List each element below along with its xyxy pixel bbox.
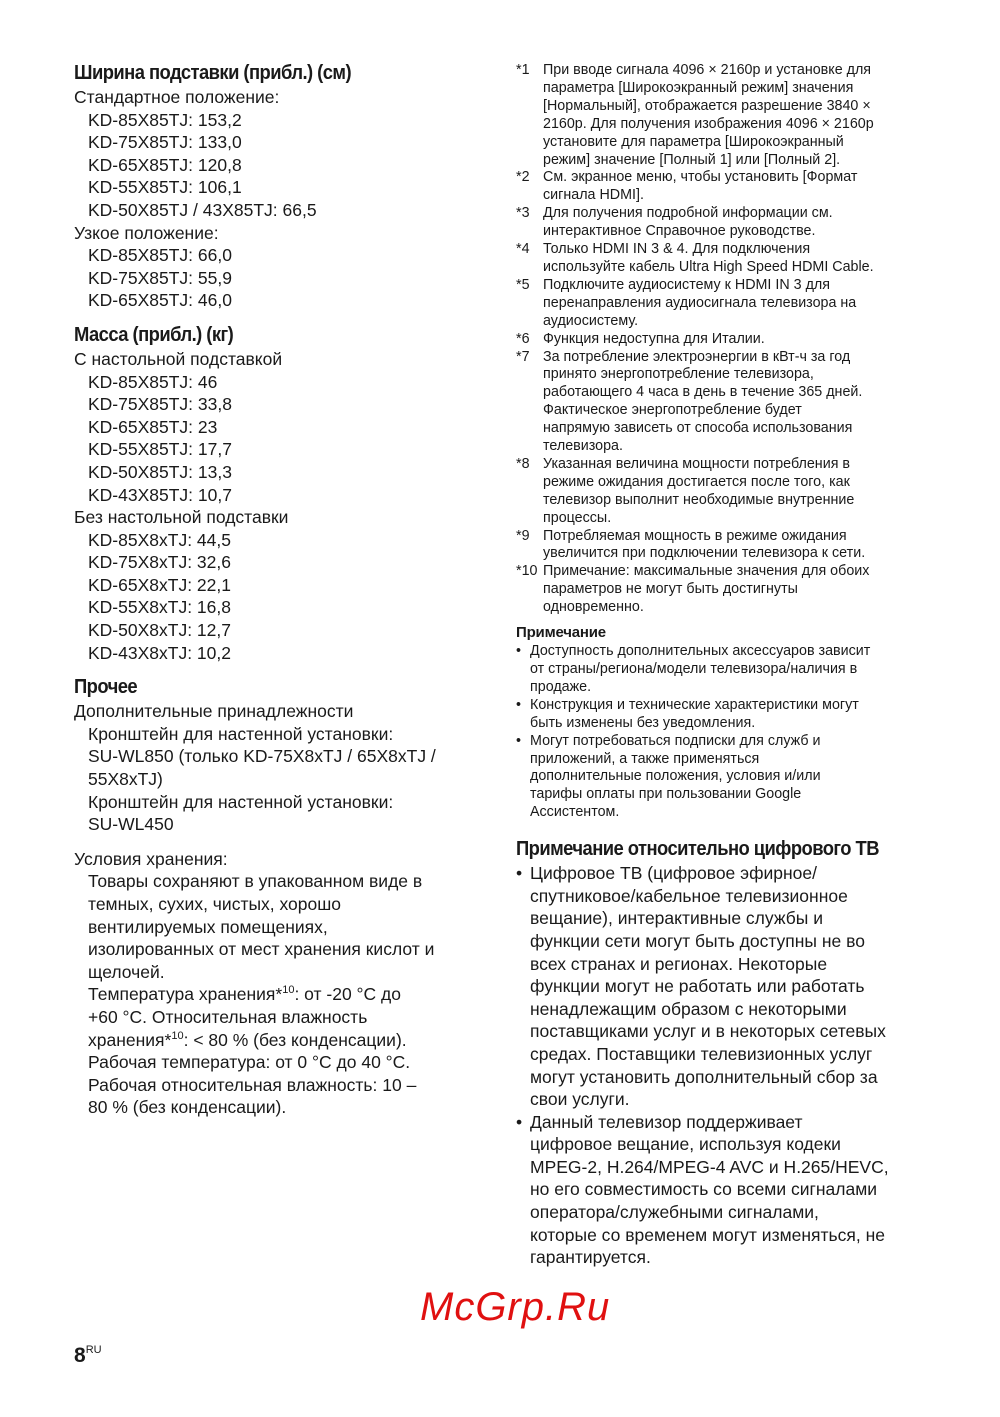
section-heading: Прочее — [74, 676, 138, 699]
spec-value-line: KD-85X85TJ: 153,2 — [88, 109, 242, 130]
footnote-line: Для получения подробной информации см. — [543, 205, 833, 222]
footnote-label: *9 — [516, 527, 530, 544]
footnote — [516, 349, 916, 456]
spec-label-line: С настольной подставкой — [74, 348, 283, 369]
bullet-line: Конструкция и технические характеристики могут — [530, 696, 859, 713]
footnote-line: работающего 4 часа в день в течение 365 дней. — [543, 384, 863, 401]
bullet-line: быть изменены без уведомления. — [530, 714, 756, 731]
footnote-line: Фактическое энергопотребление будет — [543, 402, 802, 419]
spec-value-line: Товары сохраняют в упакованном виде в — [88, 871, 423, 892]
footnote-line: интерактивное Справочное руководстве. — [543, 223, 816, 240]
watermark: McGrp.Ru — [420, 1285, 611, 1329]
bullet-line: MPEG-2, H.264/MPEG-4 AVC и H.265/HEVC, — [530, 1156, 889, 1177]
spec-value-line: KD-85X85TJ: 46 — [88, 371, 218, 392]
spec-value-line: Кронштейн для настенной установки: — [88, 791, 394, 812]
footnote-label: *7 — [516, 348, 530, 365]
footnote-line: Подключите аудиосистему к HDMI IN 3 для — [543, 276, 830, 293]
spec-value-line: Температура хранения*$^{10}$: от -20 °C до — [88, 984, 401, 1005]
spec-value-line: вентилируемых помещениях, — [88, 916, 328, 937]
note-list — [516, 643, 916, 822]
section-heading: Ширина подставки (прибл.) (см) — [74, 62, 352, 84]
bullet-line: Доступность дополнительных аксессуаров зависит — [530, 643, 871, 660]
footnote-line: используйте кабель Ultra High Speed HDMI Cable. — [543, 258, 874, 275]
footnote-line: См. экранное меню, чтобы установить [Формат — [543, 169, 858, 186]
bullet-icon: • — [516, 696, 522, 713]
bullet-line: но его совместимость со всеми сигналами — [530, 1179, 878, 1200]
spec-value-line: KD-65X85TJ: 23 — [88, 416, 218, 437]
footnote — [516, 331, 916, 349]
spec-value-line: KD-43X8xTJ: 10,2 — [88, 642, 231, 663]
spec-value-line: темных, сухих, чистых, хорошо — [88, 894, 342, 914]
right-column — [516, 62, 916, 1269]
footnote-label: *5 — [516, 276, 530, 293]
footnote-line: Только HDMI IN 3 & 4. Для подключения — [543, 241, 811, 258]
spec-value-line: KD-50X85TJ / 43X85TJ: 66,5 — [88, 199, 317, 220]
spec-value-line: хранения*$^{10}$: < 80 % (без конденсации). — [88, 1029, 407, 1050]
footnote-line: Функция недоступна для Италии. — [543, 330, 765, 347]
footnote-label: *8 — [516, 455, 530, 472]
footnote-line: процессы. — [543, 509, 612, 526]
bullet-line: ненадлежащим образом с некоторыми — [530, 998, 847, 1019]
spec-value-line: KD-85X85TJ: 66,0 — [88, 245, 232, 266]
footnote-line: телевизора. — [543, 438, 623, 455]
bullet-line: вещание), интерактивные службы и — [530, 908, 823, 929]
bullet-line: от страны/региона/модели телевизора/наличия в — [530, 661, 858, 677]
spacer — [74, 836, 474, 848]
footnote-label: *2 — [516, 169, 530, 186]
footnote-line: За потребление электроэнергии в кВт-ч за год — [543, 348, 851, 365]
spec-value-line: KD-85X8xTJ: 44,5 — [88, 529, 231, 550]
footnote-line: [Нормальный], отображается разрешение 3840 × — [543, 97, 871, 114]
bullet-icon: • — [516, 643, 522, 660]
footnote-ref: 10 — [282, 984, 295, 997]
footnote-label: *10 — [516, 563, 538, 580]
footnote-label: *1 — [516, 62, 530, 78]
page-number — [74, 1344, 102, 1368]
footnote-line: принято энергопотребление телевизора, — [543, 366, 814, 383]
spec-value-line: KD-50X8xTJ: 12,7 — [88, 620, 231, 641]
page-language: RU — [85, 1344, 102, 1356]
bullet-icon: • — [516, 1111, 523, 1132]
bullet-line: дополнительные положения, условия и/или — [530, 768, 821, 785]
bullet-item — [516, 733, 916, 823]
spec-value-line: SU-WL450 — [88, 814, 174, 835]
bullet-line: Ассистентом. — [530, 804, 620, 821]
footnote-label: *4 — [516, 241, 530, 258]
note-heading: Примечание — [516, 624, 606, 642]
footnote-line: сигнала HDMI]. — [543, 187, 644, 204]
footnote-line: телевизор выполнит необходимые внутренние — [543, 491, 855, 508]
bullet-line: могут установить дополнительный сбор за — [530, 1066, 878, 1087]
footnote-line: Указанная величина мощности потребления в — [543, 455, 850, 472]
section-heading: Масса (прибл.) (кг) — [74, 323, 234, 346]
footnote-line: Примечание: максимальные значения для обоих — [543, 563, 870, 580]
footnote-line: увеличится при подключении телевизора к сети. — [543, 545, 866, 562]
footnote — [516, 528, 916, 564]
footnote-line: установите для параметра [Широкоэкранный — [543, 133, 844, 150]
bullet-line: Цифровое ТВ (цифровое эфирное/ — [530, 863, 817, 884]
spec-label-line: Узкое положение: — [74, 222, 219, 243]
footnote-label: *6 — [516, 330, 530, 347]
digital-tv-heading: Примечание относительно цифрового ТВ — [516, 838, 879, 861]
spec-label-line: Условия хранения: — [74, 848, 228, 869]
spec-label-line: Без настольной подставки — [74, 507, 289, 528]
footnote-line: 2160p. Для получения изображения 4096 × 2160p — [543, 115, 874, 132]
footnote — [516, 456, 916, 528]
bullet-line: Данный телевизор поддерживает — [530, 1111, 803, 1132]
bullet-icon: • — [516, 732, 522, 749]
spec-value-line: Рабочая температура: от 0 °C до 40 °C. — [88, 1052, 411, 1073]
footnote — [516, 563, 916, 617]
bullet-icon: • — [516, 863, 523, 884]
spec-value-line: KD-75X8xTJ: 32,6 — [88, 552, 231, 573]
bullet-line: всех странах и регионах. Некоторые — [530, 953, 828, 974]
spec-value-line: KD-65X85TJ: 46,0 — [88, 290, 232, 311]
spec-value-line: KD-75X85TJ: 55,9 — [88, 267, 232, 288]
bullet-item — [516, 1111, 916, 1269]
bullet-line: поставщиками услуг и в некоторых сетевых — [530, 1021, 886, 1042]
footnote-line: параметров не могут быть достигнуты — [543, 581, 798, 598]
footnote — [516, 62, 916, 169]
footnote-line: перенаправления аудиосигнала телевизора на — [543, 294, 857, 311]
spec-value-line: 80 % (без конденсации). — [88, 1097, 287, 1118]
bullet-line: цифровое вещание, используя кодеки — [530, 1134, 841, 1155]
footnote-line: напрямую зависеть от способа использования — [543, 420, 853, 437]
bullet-line: оператора/служебными сигналами, — [530, 1202, 819, 1223]
bullet-line: тарифы оплаты при пользовании Google — [530, 786, 802, 803]
page-number-value: 8 — [74, 1344, 86, 1367]
footnote — [516, 205, 916, 241]
spec-value-line: +60 °C. Относительная влажность — [88, 1006, 368, 1027]
spec-value-line: изолированных от мест хранения кислот и — [88, 939, 435, 960]
spec-label-line: Стандартное положение: — [74, 87, 280, 107]
spec-value-line: KD-55X8xTJ: 16,8 — [88, 597, 231, 618]
digital-tv-list — [516, 862, 916, 1269]
left-column — [74, 60, 474, 1119]
bullet-line: продаже. — [530, 678, 592, 695]
footnote — [516, 241, 916, 277]
spec-value-line: KD-50X85TJ: 13,3 — [88, 461, 232, 482]
spec-value-line: SU-WL850 (только KD-75X8xTJ / 65X8xTJ / — [88, 746, 436, 767]
bullet-line: средах. Поставщики телевизионных услуг — [530, 1043, 873, 1064]
bullet-line: функции могут не работать или работать — [530, 976, 865, 997]
spec-value-line: KD-65X85TJ: 120,8 — [88, 154, 242, 175]
spec-value-line: 55X8xTJ) — [88, 769, 163, 790]
footnote-line: Потребляемая мощность в режиме ожидания — [543, 527, 847, 544]
bullet-line: Могут потребоваться подписки для служб и — [530, 732, 821, 749]
footnote-ref: 10 — [171, 1029, 184, 1042]
spec-value-line: KD-55X85TJ: 17,7 — [88, 439, 232, 460]
bullet-line: приложений, а также применяться — [530, 750, 760, 767]
bullet-item — [516, 643, 916, 697]
spec-label-line: Дополнительные принадлежности — [74, 701, 354, 722]
bullet-line: свои услуги. — [530, 1089, 630, 1110]
spec-value-line: Рабочая относительная влажность: 10 – — [88, 1074, 417, 1095]
footnote — [516, 169, 916, 205]
footnote-label: *3 — [516, 205, 530, 222]
bullet-line: спутниковое/кабельное телевизионное — [530, 885, 848, 906]
footnote-line: режим] значение [Полный 1] или [Полный 2]. — [543, 151, 841, 168]
footnote-line: режиме ожидания достигается после того, как — [543, 473, 850, 490]
spec-value-line: Кронштейн для настенной установки: — [88, 723, 394, 744]
spec-value-line: KD-75X85TJ: 33,8 — [88, 394, 232, 415]
footnote-line: параметра [Широкоэкранный режим] значения — [543, 79, 854, 96]
footnotes — [516, 62, 916, 617]
spec-value-line: KD-65X8xTJ: 22,1 — [88, 574, 231, 595]
footnote-line: одновременно. — [543, 599, 644, 616]
spec-value-line: KD-75X85TJ: 133,0 — [88, 132, 242, 153]
footnote-line: аудиосистему. — [543, 312, 639, 329]
footnote-line: При вводе сигнала 4096 × 2160p и установке для — [543, 62, 872, 78]
spec-value-line: KD-43X85TJ: 10,7 — [88, 484, 232, 505]
bullet-line: гарантируется. — [530, 1247, 651, 1268]
bullet-line: функции сети могут быть доступны не во — [530, 930, 865, 951]
footnote — [516, 277, 916, 331]
spec-value-line: KD-55X85TJ: 106,1 — [88, 177, 242, 198]
spec-value-line: щелочей. — [88, 961, 165, 982]
bullet-line: которые со временем могут изменяться, не — [530, 1224, 885, 1245]
bullet-item — [516, 697, 916, 733]
bullet-item — [516, 862, 916, 1111]
